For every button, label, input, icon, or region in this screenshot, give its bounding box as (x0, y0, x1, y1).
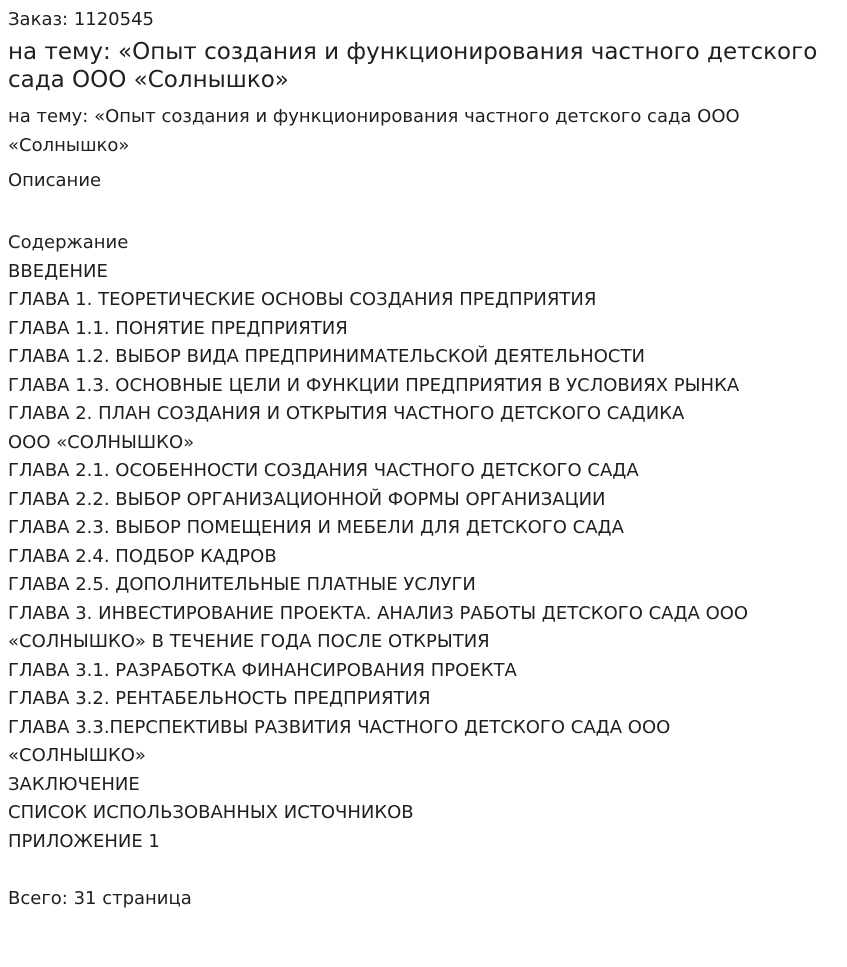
toc-item: ГЛАВА 1.1. ПОНЯТИЕ ПРЕДПРИЯТИЯ (8, 317, 348, 339)
toc-item: ГЛАВА 3.1. РАЗРАБОТКА ФИНАНСИРОВАНИЯ ПРОЕКТА (8, 659, 517, 681)
toc-item: ВВЕДЕНИЕ (8, 260, 108, 282)
toc-item: «СОЛНЫШКО» (8, 745, 146, 766)
toc-item: ГЛАВА 2.3. ВЫБОР ПОМЕЩЕНИЯ И МЕБЕЛИ ДЛЯ ДЕТСКОГО САДА (8, 517, 624, 538)
toc-item: ГЛАВА 1.2. ВЫБОР ВИДА ПРЕДПРИНИМАТЕЛЬСКОЙ ДЕЯТЕЛЬНОСТИ (8, 346, 645, 367)
toc-item: ГЛАВА 2.4. ПОДБОР КАДРОВ (8, 545, 277, 567)
toc-heading: Содержание (8, 232, 129, 253)
toc-item: ГЛАВА 2.1. ОСОБЕННОСТИ СОЗДАНИЯ ЧАСТНОГО ДЕТСКОГО САДА (8, 460, 639, 481)
total-pages: Всего: 31 страница (8, 888, 192, 909)
order-number: Заказ: 1120545 (8, 9, 154, 30)
toc-item: ГЛАВА 1. ТЕОРЕТИЧЕСКИЕ ОСНОВЫ СОЗДАНИЯ ПРЕДПРИЯТИЯ (8, 289, 597, 310)
toc-item: «СОЛНЫШКО» В ТЕЧЕНИЕ ГОДА ПОСЛЕ ОТКРЫТИЯ (8, 631, 490, 652)
toc-item: ООО «СОЛНЫШКО» (8, 431, 195, 453)
toc-item: ЗАКЛЮЧЕНИЕ (8, 773, 140, 795)
toc-item: ГЛАВА 2.2. ВЫБОР ОРГАНИЗАЦИОННОЙ ФОРМЫ ОРГАНИЗАЦИИ (8, 488, 606, 510)
toc-item: ГЛАВА 2. ПЛАН СОЗДАНИЯ И ОТКРЫТИЯ ЧАСТНОГО ДЕТСКОГО САДИКА (8, 403, 685, 424)
toc-item: ГЛАВА 2.5. ДОПОЛНИТЕЛЬНЫЕ ПЛАТНЫЕ УСЛУГИ (8, 574, 476, 595)
toc-item: ГЛАВА 1.3. ОСНОВНЫЕ ЦЕЛИ И ФУНКЦИИ ПРЕДПРИЯТИЯ В УСЛОВИЯХ РЫНКА (8, 374, 740, 396)
toc-item: ГЛАВА 3. ИНВЕСТИРОВАНИЕ ПРОЕКТА. АНАЛИЗ РАБОТЫ ДЕТСКОГО САДА ООО (8, 602, 749, 624)
toc-item: ГЛАВА 3.2. РЕНТАБЕЛЬНОСТЬ ПРЕДПРИЯТИЯ (8, 688, 431, 709)
toc-item: ГЛАВА 3.3.ПЕРСПЕКТИВЫ РАЗВИТИЯ ЧАСТНОГО ДЕТСКОГО САДА ООО (8, 716, 671, 738)
page-title: на тему: «Опыт создания и функционирования частного детского сада ООО «Солнышко» (8, 39, 818, 93)
description-label: Описание (8, 170, 102, 191)
table-of-contents (8, 258, 847, 857)
topic-subtitle: на тему: «Опыт создания и функционирования частного детского сада ООО «Солнышко» (8, 106, 740, 156)
toc-item: СПИСОК ИСПОЛЬЗОВАННЫХ ИСТОЧНИКОВ (8, 802, 414, 823)
toc-item: ПРИЛОЖЕНИЕ 1 (8, 830, 160, 852)
